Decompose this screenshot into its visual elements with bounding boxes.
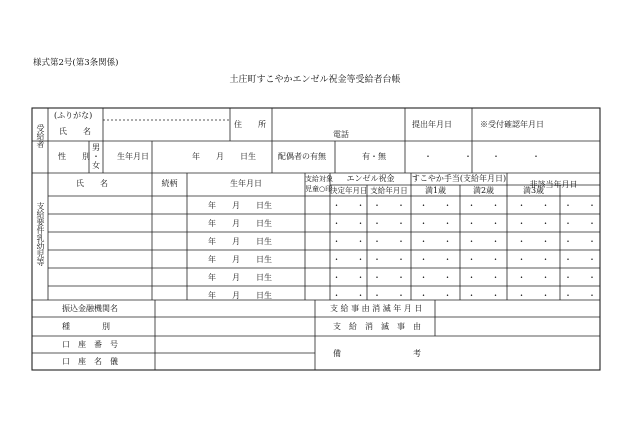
child-name-header: 氏 名	[76, 179, 108, 188]
child-row-date-dots: ・ ・	[419, 219, 452, 228]
phone-label: 電話	[333, 130, 349, 139]
decision-date-header: 決定年月日	[330, 186, 368, 195]
child-row-date-dots: ・ ・	[467, 237, 500, 246]
relation-header: 続柄	[161, 179, 178, 188]
child-row-birth-format: 年 月 日生	[208, 291, 272, 300]
child-row-date-dots: ・ ・	[332, 237, 365, 246]
child-row-date-dots: ・ ・	[419, 237, 452, 246]
child-row-date-dots: ・ ・	[373, 219, 405, 228]
form-code: 様式第2号(第3条関係)	[33, 58, 119, 68]
birth-date-label: 生年月日	[117, 152, 149, 161]
child-row-date-dots: ・ ・	[332, 255, 365, 264]
spouse-options: 有・無	[362, 152, 386, 161]
child-row-date-dots: ・ ・	[564, 255, 596, 264]
birth-date-format: 年 月 日生	[192, 152, 256, 161]
children-section-label: 支給要件乳幼児等	[36, 202, 45, 266]
furigana-label: (ふりがな)	[54, 111, 93, 120]
age3-header: 満3歳	[522, 186, 545, 195]
child-row-date-dots: ・ ・	[373, 291, 405, 300]
account-number-label: 口 座 番 号	[62, 340, 118, 349]
submitted-date-dots: ・ ・	[424, 152, 472, 161]
child-row-date-dots: ・ ・	[564, 201, 596, 210]
child-row-date-dots: ・ ・	[517, 219, 550, 228]
child-row-date-dots: ・ ・	[467, 273, 500, 282]
confirm-date-label: ※受付確認年月日	[480, 120, 544, 129]
name-label: 氏 名	[59, 127, 91, 136]
child-row-date-dots: ・ ・	[373, 255, 405, 264]
child-row-date-dots: ・ ・	[373, 273, 405, 282]
ineligible-header: 非該当年月日	[529, 180, 578, 189]
child-row-date-dots: ・ ・	[467, 255, 500, 264]
target-header-line2: 児童○印	[305, 185, 333, 193]
sukoyaka-header: すこやか手当(支給年月日)	[411, 174, 507, 183]
child-row-date-dots: ・ ・	[517, 255, 550, 264]
child-row-date-dots: ・ ・	[373, 237, 405, 246]
remarks-label: 備	[333, 349, 341, 358]
lapse-reason-label: 支 給 消 滅 事 由	[333, 322, 421, 331]
child-row-date-dots: ・ ・	[517, 237, 550, 246]
target-header-line1: 支給対象	[305, 175, 333, 183]
child-row-date-dots: ・ ・	[419, 273, 452, 282]
bank-label: 振込金融機関名	[62, 304, 118, 313]
child-row-birth-format: 年 月 日生	[208, 201, 272, 210]
child-row-date-dots: ・ ・	[419, 255, 452, 264]
child-row-birth-format: 年 月 日生	[208, 219, 272, 228]
child-row-date-dots: ・ ・	[332, 291, 365, 300]
gender-male: 男	[92, 143, 100, 152]
gender-female: 女	[92, 161, 100, 170]
child-row-date-dots: ・ ・	[517, 201, 550, 210]
account-name-label: 口 座 名 儀	[62, 357, 118, 366]
child-row-birth-format: 年 月 日生	[208, 273, 272, 282]
payment-date-header: 支給年月日	[370, 186, 408, 195]
child-row-date-dots: ・ ・	[467, 291, 500, 300]
confirm-date-dots: ・ ・	[492, 152, 540, 161]
child-row-date-dots: ・ ・	[467, 201, 500, 210]
child-row-date-dots: ・ ・	[332, 201, 365, 210]
submitted-date-label: 提出年月日	[412, 120, 452, 129]
angel-gift-header: エンゼル祝金	[346, 174, 395, 183]
child-birth-header: 生年月日	[230, 179, 262, 188]
child-row-date-dots: ・ ・	[564, 237, 596, 246]
account-type-label: 種 別	[62, 322, 110, 331]
child-row-date-dots: ・ ・	[564, 273, 596, 282]
child-row-date-dots: ・ ・	[419, 201, 452, 210]
gender-label: 性 別	[58, 152, 90, 161]
child-row-date-dots: ・ ・	[564, 291, 596, 300]
child-row-date-dots: ・ ・	[332, 219, 365, 228]
child-row-date-dots: ・ ・	[419, 291, 452, 300]
child-row-birth-format: 年 月 日生	[208, 255, 272, 264]
remarks-label-2: 考	[413, 349, 421, 358]
gender-dot: ・	[92, 152, 100, 161]
child-row-birth-format: 年 月 日生	[208, 237, 272, 246]
spouse-label: 配偶者の有無	[278, 152, 326, 161]
child-row-date-dots: ・ ・	[332, 273, 365, 282]
age1-header: 満1歳	[424, 186, 447, 195]
document-title: 土庄町すこやかエンゼル祝金等受給者台帳	[229, 75, 401, 85]
address-label: 住 所	[234, 120, 266, 129]
child-row-date-dots: ・ ・	[517, 273, 550, 282]
child-row-date-dots: ・ ・	[517, 291, 550, 300]
age2-header: 満2歳	[472, 186, 495, 195]
recipient-section-label: 受給者	[36, 124, 45, 148]
child-row-date-dots: ・ ・	[467, 219, 500, 228]
child-row-date-dots: ・ ・	[373, 201, 405, 210]
lapse-date-label: 支 給 事 由 消 滅 年 月 日	[330, 304, 423, 313]
child-row-date-dots: ・ ・	[564, 219, 596, 228]
